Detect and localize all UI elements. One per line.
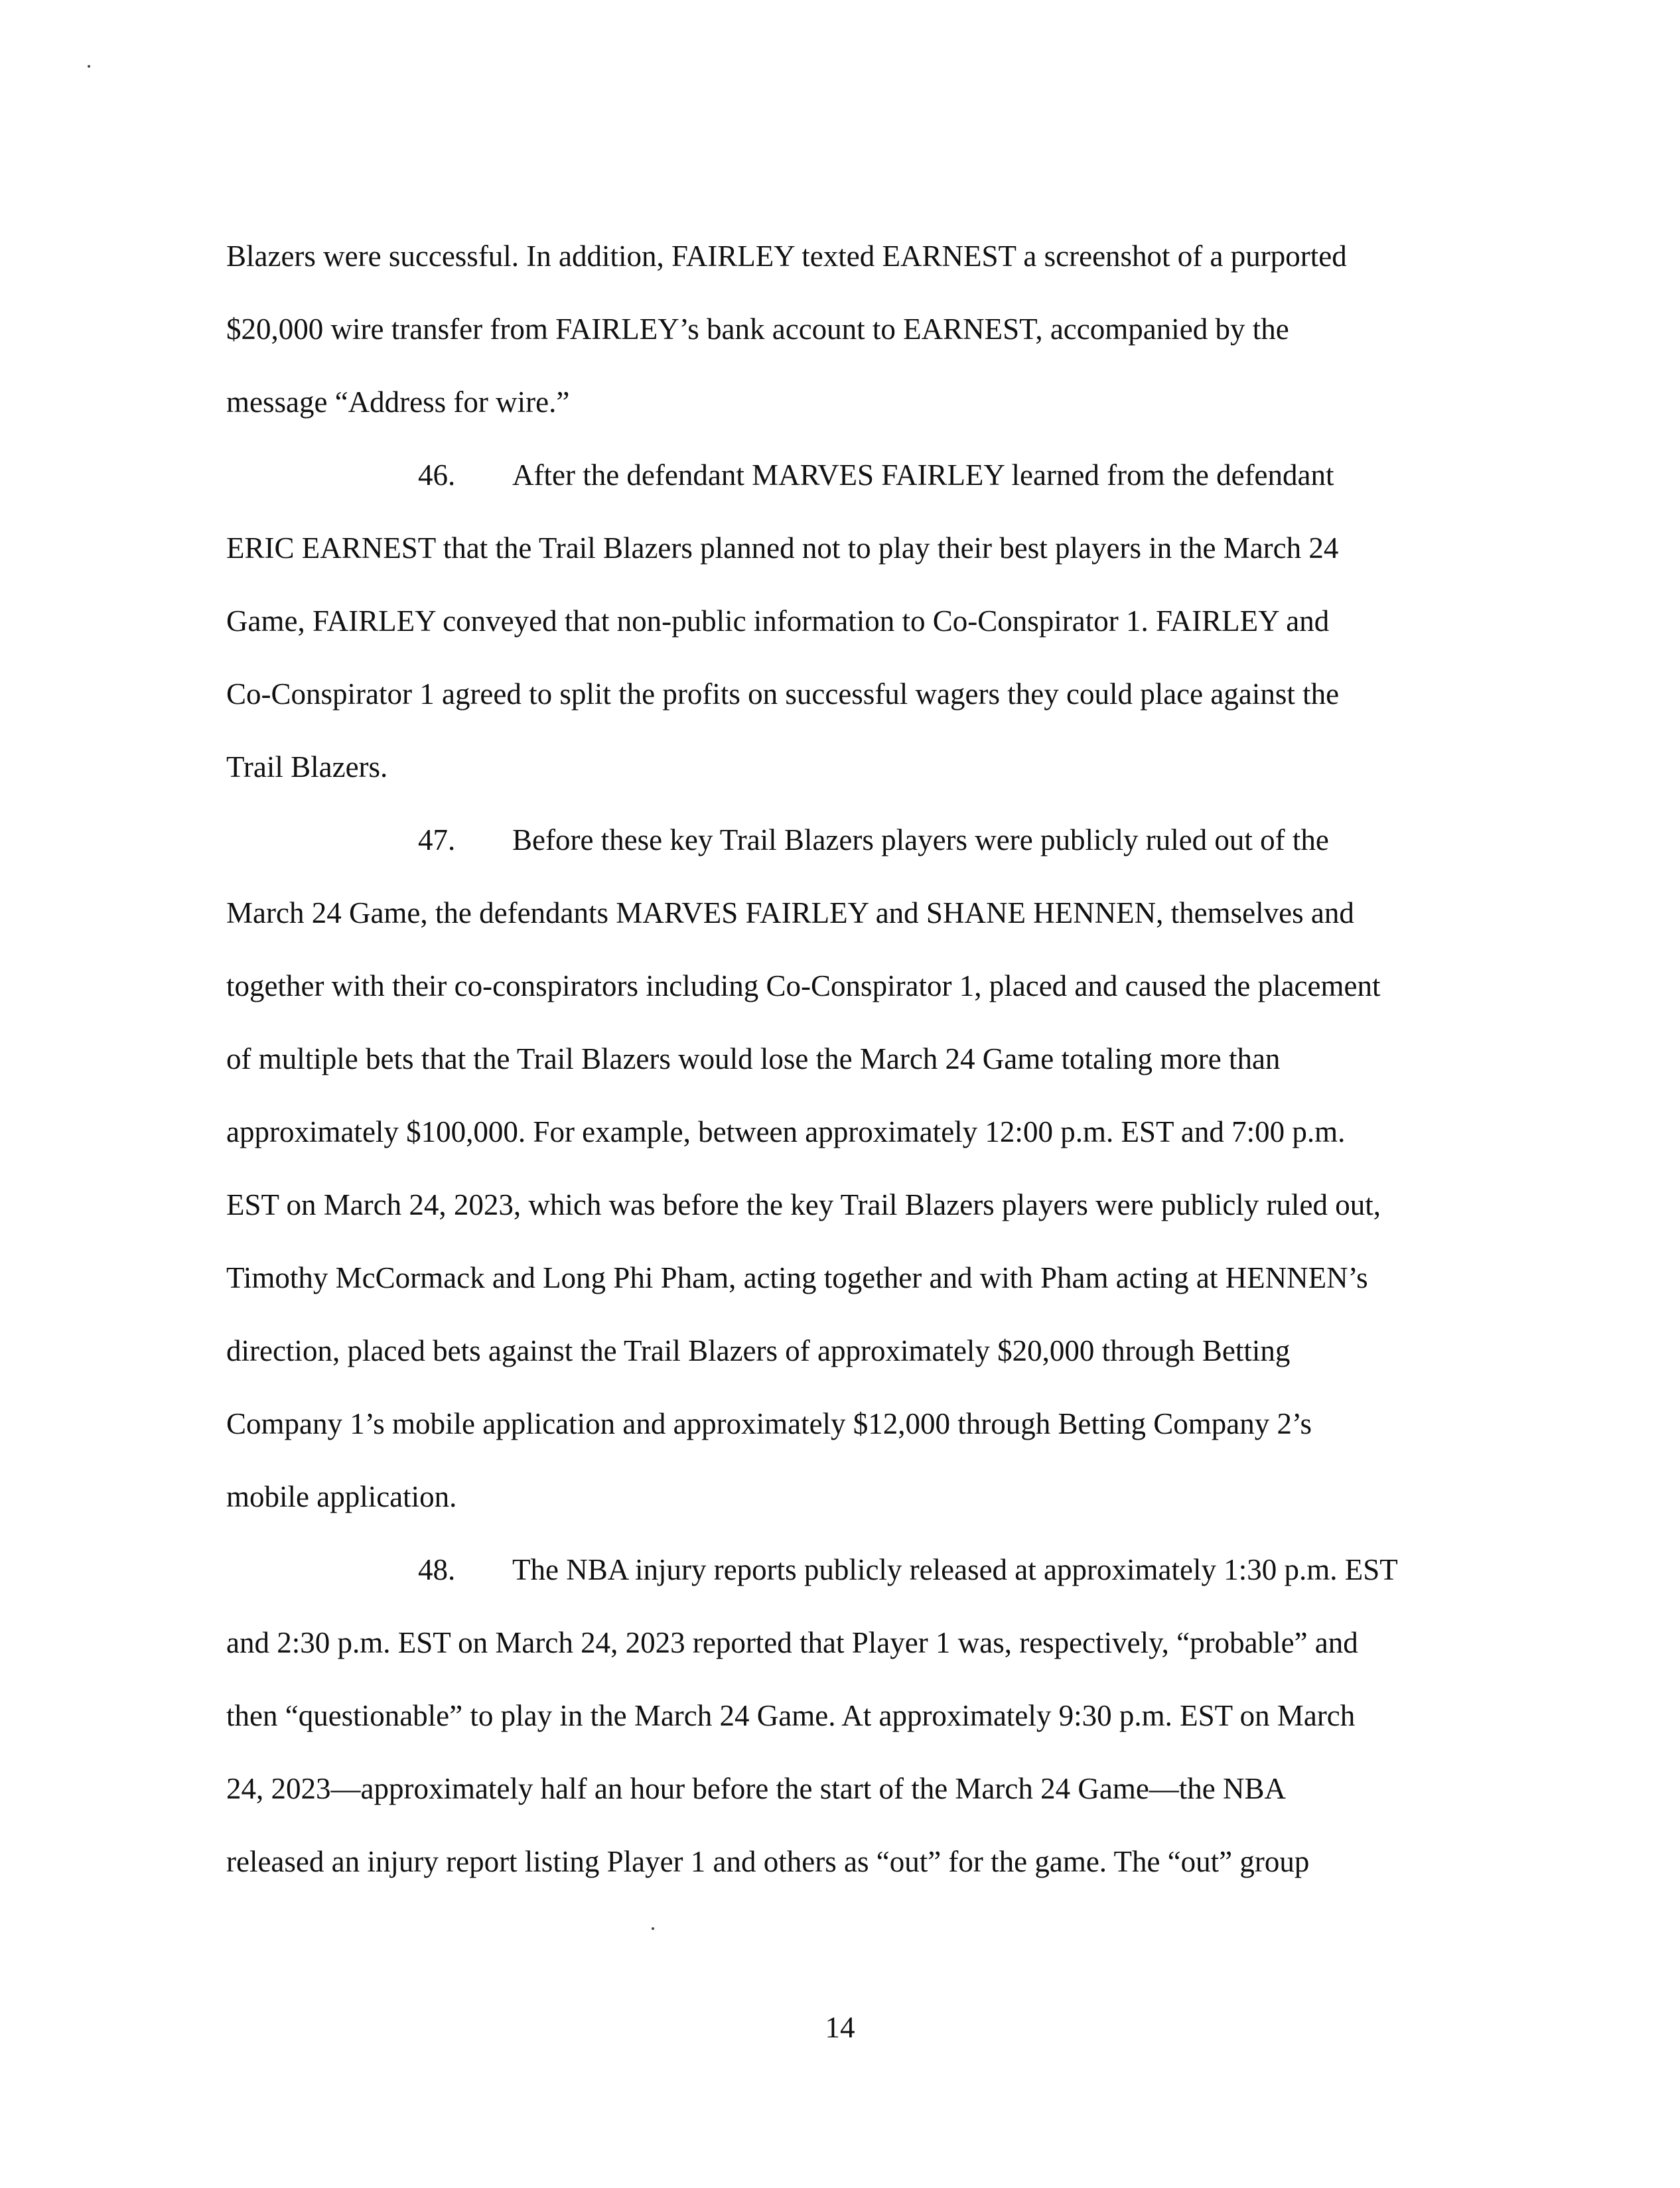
body-text-line: Co-Conspirator 1 agreed to split the profits on successful wagers they could place against the [226,677,1340,711]
body-text-line: message “Address for wire.” [226,385,570,419]
body-text-line: ERIC EARNEST that the Trail Blazers planned not to play their best players in the March 24 [226,531,1339,565]
paragraph-number: 47. [418,823,456,856]
body-text-line: Company 1’s mobile application and approximately $12,000 through Betting Company 2’s [226,1407,1312,1440]
body-text-line: together with their co-conspirators including Co-Conspirator 1, placed and caused the placement [226,969,1381,1002]
paragraph-48-first-line [418,1550,1398,1590]
body-text-line: March 24 Game, the defendants MARVES FAIRLEY and SHANE HENNEN, themselves and [226,896,1354,929]
body-text-line: Blazers were successful. In addition, FAIRLEY texted EARNEST a screenshot of a purported [226,239,1347,273]
body-text-line: of multiple bets that the Trail Blazers would lose the March 24 Game totaling more than [226,1042,1281,1075]
body-text: The NBA injury reports publicly released at approximately 1:30 p.m. EST [512,1553,1398,1586]
paragraph-number: 48. [418,1553,456,1586]
body-text-line: mobile application. [226,1480,457,1513]
body-text-line: 24, 2023—approximately half an hour before the start of the March 24 Game—the NBA [226,1772,1287,1805]
body-text-line: EST on March 24, 2023, which was before the key Trail Blazers players were publicly ruled out, [226,1188,1381,1221]
body-text-line: and 2:30 p.m. EST on March 24, 2023 reported that Player 1 was, respectively, “probable” and [226,1626,1358,1659]
body-text: Before these key Trail Blazers players were publicly ruled out of the [512,823,1329,856]
body-text-line: approximately $100,000. For example, between approximately 12:00 p.m. EST and 7:00 p.m. [226,1115,1346,1148]
paragraph-number: 46. [418,458,456,492]
page-number: 14 [825,2011,855,2044]
body-text-line: then “questionable” to play in the March 24 Game. At approximately 9:30 p.m. EST on March [226,1699,1356,1732]
paragraph-46-first-line [418,455,1334,495]
paragraph-47-first-line [418,820,1329,860]
body-text-line: Timothy McCormack and Long Phi Pham, acting together and with Pham acting at HENNEN’s [226,1261,1368,1294]
scan-speck [652,1927,654,1930]
body-text-line: Game, FAIRLEY conveyed that non-public information to Co-Conspirator 1. FAIRLEY and [226,604,1330,638]
body-text-line: direction, placed bets against the Trail Blazers of approximately $20,000 through Betting [226,1334,1291,1367]
body-text-line: Trail Blazers. [226,750,388,784]
body-text: After the defendant MARVES FAIRLEY learned from the defendant [512,458,1334,492]
body-text-line: released an injury report listing Player 1 and others as “out” for the game. The “out” group [226,1845,1310,1878]
body-text-line: $20,000 wire transfer from FAIRLEY’s bank account to EARNEST, accompanied by the [226,312,1289,346]
scan-speck [88,65,90,68]
